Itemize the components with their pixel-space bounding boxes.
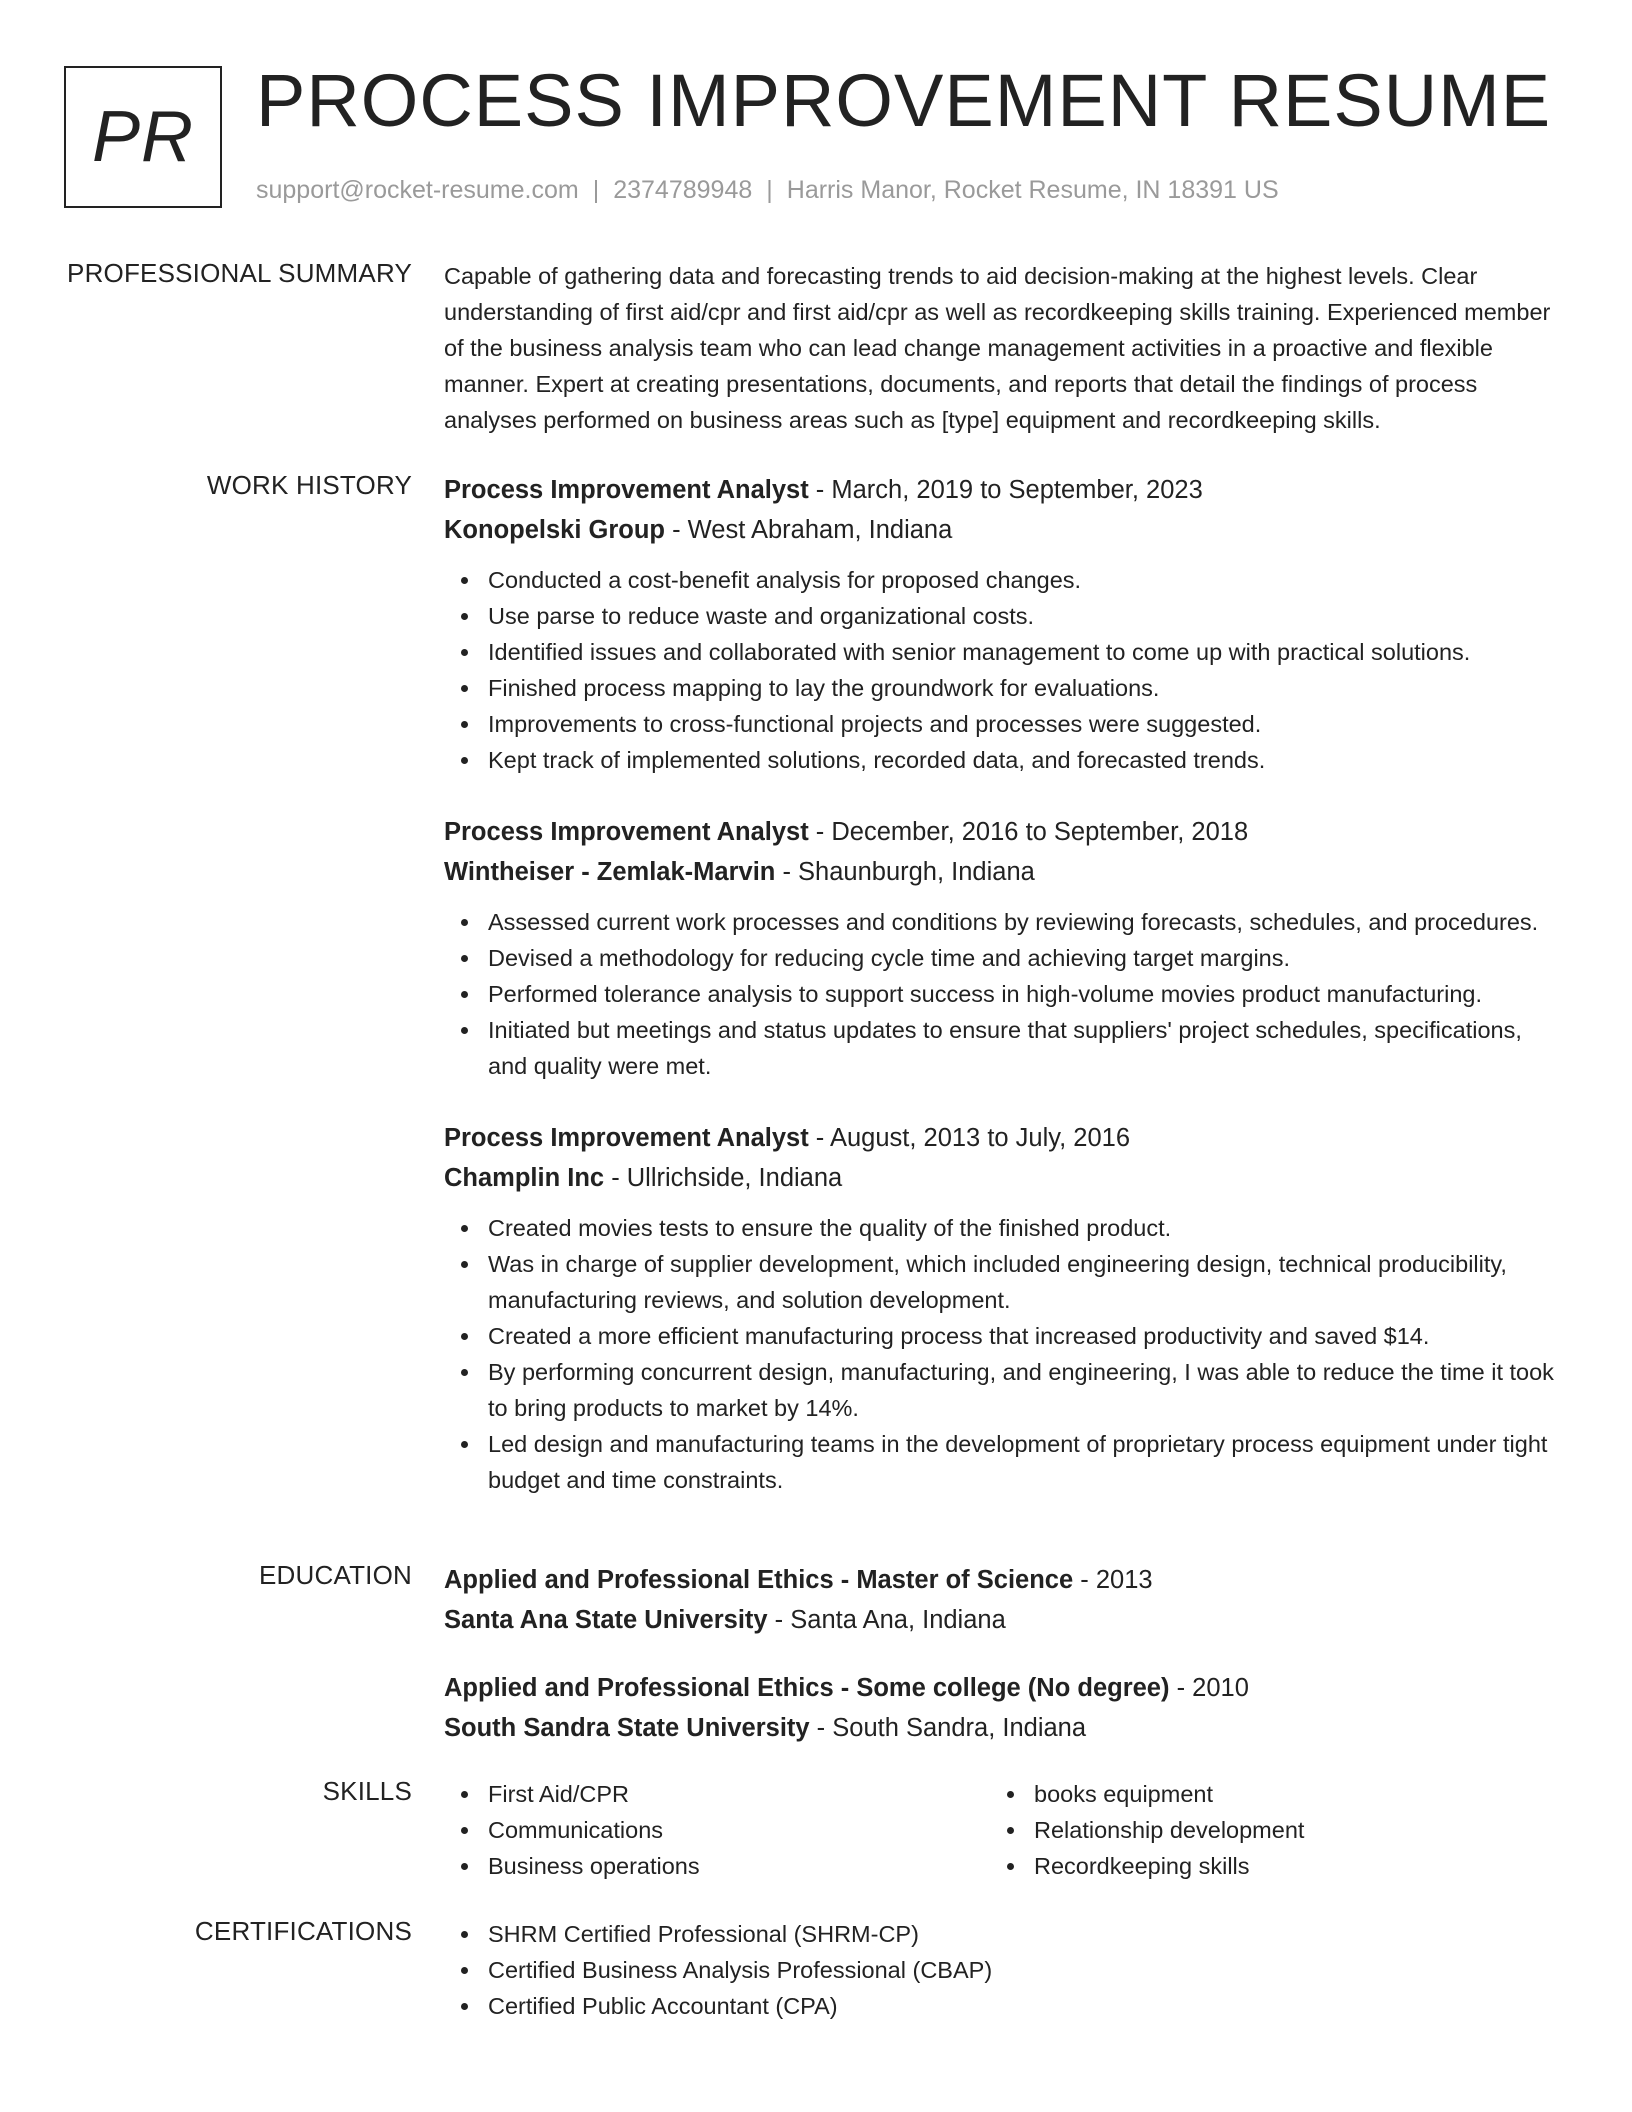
contact-email: support@rocket-resume.com [256,176,579,204]
list-item: Was in charge of supplier development, which included engineering design, technical producibility, manufacturing reviews, and solution development. [444,1246,1564,1318]
school-line [444,1708,1564,1748]
skills-list-right [990,1776,1536,1884]
contact-separator: | [592,176,600,204]
list-item: Recordkeeping skills [990,1848,1536,1884]
section-label: CERTIFICATIONS [194,1916,412,1946]
education-body [444,1560,1564,1748]
job-location: - West Abraham, Indiana [665,516,953,544]
contact-address: Harris Manor, Rocket Resume, IN 18391 US [786,176,1279,204]
list-item: Devised a methodology for reducing cycle time and achieving target margins. [444,940,1564,976]
degree: Applied and Professional Ethics - Some college (No degree) [444,1674,1170,1702]
skills-body [444,1776,1564,1884]
school-location: - Santa Ana, Indiana [767,1606,1006,1634]
monogram-badge [64,66,222,208]
job-title: Process Improvement Analyst [444,476,809,504]
job-dates: - March, 2019 to September, 2023 [808,476,1203,504]
resume-title: PROCESS IMPROVEMENT RESUME [256,59,1552,142]
skills-list-left [444,1776,990,1884]
job-company: Konopelski Group [444,516,666,544]
education-entry [444,1560,1564,1640]
list-item: Business operations [444,1848,990,1884]
job-dates: - December, 2016 to September, 2018 [808,818,1249,846]
job-title: Process Improvement Analyst [444,1124,809,1152]
list-item: Improvements to cross-functional projects and processes were suggested. [444,706,1564,742]
job-dates: - August, 2013 to July, 2016 [808,1124,1131,1152]
contact-line [256,176,1279,205]
degree-year: - 2010 [1169,1674,1249,1702]
section-label: EDUCATION [259,1560,412,1590]
list-item: Identified issues and collaborated with senior management to come up with practical solutions. [444,634,1564,670]
skills-columns [444,1776,1564,1884]
job-company-line [444,510,1564,550]
list-item: Conducted a cost-benefit analysis for proposed changes. [444,562,1564,598]
job-title-line [444,1118,1564,1158]
job-title-line [444,812,1564,852]
school: South Sandra State University [444,1714,810,1742]
contact-separator: | [766,176,773,204]
list-item: books equipment [990,1776,1536,1812]
section-label: SKILLS [322,1776,412,1806]
education-entry [444,1668,1564,1748]
job-bullets [444,562,1564,778]
certifications-list [444,1916,1564,2024]
job-title-line [444,470,1564,510]
list-item: Use parse to reduce waste and organizational costs. [444,598,1564,634]
job-bullets [444,904,1564,1084]
summary-text: Capable of gathering data and forecasting trends to aid decision-making at the highest levels. Clear understanding of first aid/cpr and first aid/cpr as well as recordkeeping skills training. Experienced member of the business analysis team who can lead change management activities in a proactive and flexible manner. Expert at creating presentations, documents, and reports that detail the findings of process analyses performed on business areas such as [type] equipment and recordkeeping skills. [444,263,1551,433]
degree-line [444,1668,1564,1708]
degree: Applied and Professional Ethics - Master of Science [444,1566,1074,1594]
list-item: Performed tolerance analysis to support success in high-volume movies product manufacturing. [444,976,1564,1012]
section-label: PROFESSIONAL SUMMARY [67,258,412,288]
list-item: Kept track of implemented solutions, recorded data, and forecasted trends. [444,742,1564,778]
school-line [444,1600,1564,1640]
job-entry [444,812,1564,1084]
work-history-body [444,470,1564,1498]
degree-year: - 2013 [1073,1566,1153,1594]
list-item: Finished process mapping to lay the groundwork for evaluations. [444,670,1564,706]
job-location: - Ullrichside, Indiana [604,1164,843,1192]
job-bullets [444,1210,1564,1498]
list-item: Initiated but meetings and status updates to ensure that suppliers' project schedules, specifications, and quality were met. [444,1012,1564,1084]
list-item: Created a more efficient manufacturing process that increased productivity and saved $14. [444,1318,1564,1354]
job-company: Wintheiser - Zemlak-Marvin [444,858,776,886]
job-company-line [444,1158,1564,1198]
list-item: Created movies tests to ensure the quality of the finished product. [444,1210,1564,1246]
list-item: Led design and manufacturing teams in the development of proprietary process equipment under tight budget and time constraints. [444,1426,1564,1498]
job-company: Champlin Inc [444,1164,605,1192]
school-location: - South Sandra, Indiana [809,1714,1087,1742]
list-item: Certified Public Accountant (CPA) [444,1988,1564,2024]
job-title: Process Improvement Analyst [444,818,809,846]
job-entry [444,470,1564,778]
job-company-line [444,852,1564,892]
school: Santa Ana State University [444,1606,768,1634]
job-entry [444,1118,1564,1498]
list-item: Assessed current work processes and conditions by reviewing forecasts, schedules, and procedures. [444,904,1564,940]
list-item: Communications [444,1812,990,1848]
list-item: First Aid/CPR [444,1776,990,1812]
section-label: WORK HISTORY [206,470,412,500]
contact-phone: 2374789948 [613,176,753,204]
certifications-body [444,1916,1564,2024]
degree-line [444,1560,1564,1600]
list-item: Certified Business Analysis Professional (CBAP) [444,1952,1564,1988]
job-location: - Shaunburgh, Indiana [775,858,1035,886]
list-item: SHRM Certified Professional (SHRM-CP) [444,1916,1564,1952]
list-item: Relationship development [990,1812,1536,1848]
monogram-initials: PR [91,97,195,177]
list-item: By performing concurrent design, manufacturing, and engineering, I was able to reduce the time it took to bring products to market by 14%. [444,1354,1564,1426]
